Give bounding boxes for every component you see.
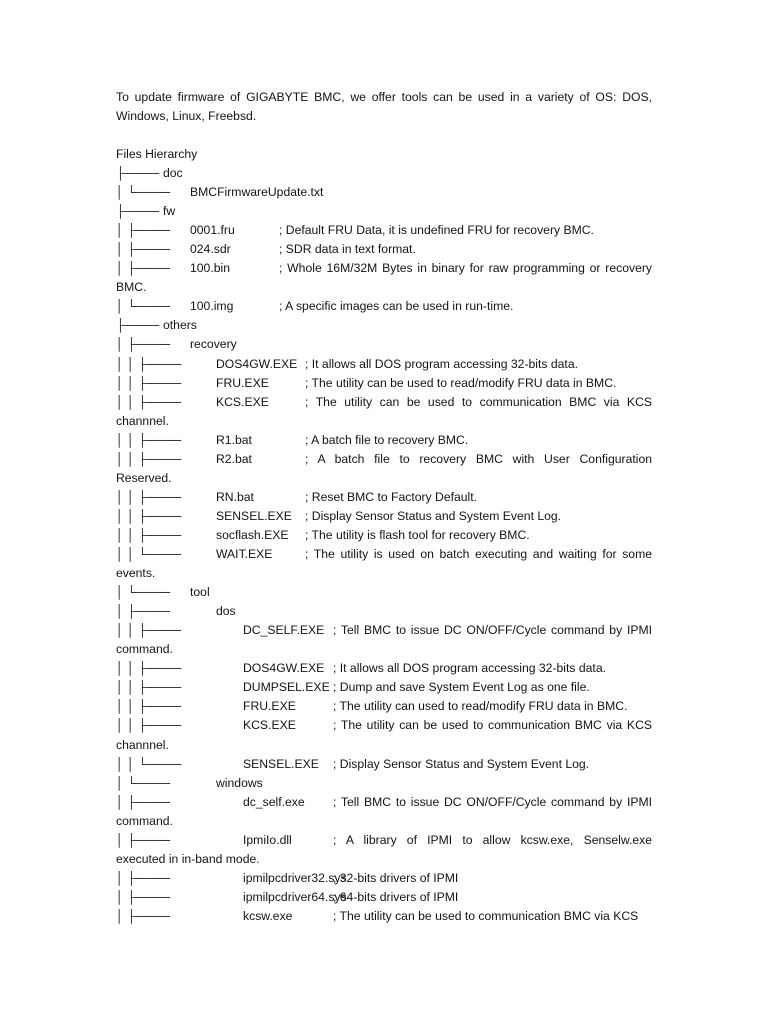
tree-entry-comment: ; It allows all DOS program accessing 32-bits data. [305, 356, 578, 371]
tree-comment-continuation: channnel. [116, 737, 169, 752]
tree-entry-name: dc_self.exe [243, 793, 305, 812]
tree-comment-continuation: command. [116, 813, 173, 828]
tree-entry-name: others [163, 316, 197, 335]
tree-entry-name: KCS.EXE [216, 393, 269, 412]
tree-entry-name: DOS4GW.EXE [216, 355, 297, 374]
tree-entry-comment: ; Default FRU Data, it is undefined FRU for recovery BMC. [279, 223, 594, 238]
tree-branch-glyph: │ │ ├──── [116, 394, 182, 409]
tree-entry-name: WAIT.EXE [216, 545, 272, 564]
tree-branch-glyph: │ ├──── [116, 870, 171, 885]
tree-branch-glyph: │ │ ├──── [116, 375, 182, 390]
tree-entry-name: 0001.fru [190, 221, 235, 240]
files-hierarchy-heading: Files Hierarchy [116, 147, 198, 161]
tree-entry-name: ipmilpcdriver32.sys [243, 869, 347, 888]
tree-entry-name: ipmilpcdriver64.sys [243, 888, 347, 907]
tree-entry-name: R1.bat [216, 431, 252, 450]
tree-entry-name: RN.bat [216, 488, 254, 507]
tree-branch-glyph: │ └──── [116, 185, 171, 200]
tree-entry-name: socflash.EXE [216, 526, 288, 545]
tree-entry-name: dos [216, 602, 236, 621]
tree-branch-glyph: │ │ ├──── [116, 661, 182, 676]
tree-entry-comment: ; A library of IPMI to allow kcsw.exe, Senselw.exe [333, 832, 652, 847]
tree-entry-name: fw [163, 202, 175, 221]
tree-comment-continuation: command. [116, 642, 173, 657]
tree-entry-name: 024.sdr [190, 240, 231, 259]
tree-entry-name: windows [216, 774, 263, 793]
tree-branch-glyph: │ ├──── [116, 223, 171, 238]
tree-entry-comment: ; Dump and save System Event Log as one file. [333, 680, 590, 695]
tree-branch-glyph: │ │ └──── [116, 547, 182, 561]
tree-comment-continuation: executed in in-band mode. [116, 851, 260, 866]
tree-branch-glyph: │ │ ├──── [116, 432, 182, 447]
tree-comment-continuation: Reserved. [116, 470, 172, 485]
tree-branch-glyph: ├──── [116, 204, 160, 219]
tree-comment-continuation: events. [116, 566, 156, 581]
tree-comment-continuation: BMC. [116, 280, 147, 295]
tree-branch-glyph: │ │ ├──── [116, 680, 182, 695]
tree-branch-glyph: │ ├──── [116, 337, 171, 352]
tree-entry-comment: ; Reset BMC to Factory Default. [305, 489, 478, 504]
tree-entry-comment: ; Whole 16M/32M Bytes in binary for raw programming or recovery [279, 261, 652, 276]
tree-entry-comment: ; 64-bits drivers of IPMI [333, 889, 459, 904]
tree-entry-comment: ; Display Sensor Status and System Event Log. [305, 508, 562, 523]
tree-branch-glyph: │ └──── [116, 585, 171, 600]
tree-entry-name: kcsw.exe [243, 907, 292, 926]
tree-entry-comment: ; The utility is flash tool for recovery BMC. [305, 527, 530, 542]
tree-branch-glyph: │ │ ├──── [116, 699, 182, 714]
tree-branch-glyph: │ │ ├──── [116, 623, 182, 638]
tree-branch-glyph: │ │ ├──── [116, 356, 182, 371]
tree-branch-glyph: │ ├──── [116, 908, 171, 923]
tree-branch-glyph: │ ├──── [116, 261, 171, 276]
tree-entry-comment: ; The utility can be used to read/modify FRU data in BMC. [305, 375, 617, 390]
tree-branch-glyph: │ │ ├──── [116, 718, 182, 733]
tree-branch-glyph: │ ├──── [116, 889, 171, 904]
tree-branch-glyph: │ ├──── [116, 832, 171, 847]
tree-entry-comment: ; The utility is used on batch executing and waiting for some [305, 547, 652, 561]
tree-entry-comment: ; The utility can be used to communication BMC via KCS [305, 394, 652, 409]
tree-entry-comment: ; It allows all DOS program accessing 32-bits data. [333, 661, 606, 676]
tree-branch-glyph: │ └──── [116, 299, 171, 314]
tree-branch-glyph: │ │ ├──── [116, 508, 182, 523]
tree-entry-comment: ; A specific images can be used in run-time. [279, 299, 514, 314]
intro-paragraph: To update firmware of GIGABYTE BMC, we offer tools can be used in a variety of OS: DOS, Windows, Linux, Freebsd. [116, 90, 652, 123]
tree-entry-comment: ; The utility can used to read/modify FRU data in BMC. [333, 699, 628, 714]
tree-entry-name: IpmiIo.dll [243, 831, 292, 850]
tree-entry-comment: ; The utility can be used to communication BMC via KCS [333, 718, 652, 733]
tree-entry-comment: ; Display Sensor Status and System Event Log. [333, 756, 590, 771]
tree-entry-name: KCS.EXE [243, 716, 296, 735]
tree-branch-glyph: │ │ ├──── [116, 489, 182, 504]
tree-entry-name: R2.bat [216, 450, 252, 469]
tree-entry-name: DOS4GW.EXE [243, 659, 324, 678]
tree-entry-comment: ; Tell BMC to issue DC ON/OFF/Cycle command by IPMI [333, 794, 652, 809]
tree-entry-name: DC_SELF.EXE [243, 621, 324, 640]
tree-entry-comment: ; SDR data in text format. [279, 242, 416, 257]
tree-entry-name: FRU.EXE [216, 374, 269, 393]
tree-entry-name: DUMPSEL.EXE [243, 678, 330, 697]
tree-entry-name: BMCFirmwareUpdate.txt [190, 183, 323, 202]
tree-branch-glyph: │ ├──── [116, 242, 171, 257]
tree-branch-glyph: │ ├──── [116, 794, 171, 809]
tree-entry-name: 100.img [190, 297, 233, 316]
tree-branch-glyph: │ │ ├──── [116, 527, 182, 542]
tree-entry-name: SENSEL.EXE [216, 507, 292, 526]
tree-entry-comment: ; The utility can be used to communication BMC via KCS [333, 908, 639, 923]
tree-entry-name: doc [163, 164, 183, 183]
tree-entry-name: tool [190, 583, 210, 602]
tree-branch-glyph: │ │ ├──── [116, 451, 182, 466]
tree-entry-name: SENSEL.EXE [243, 755, 319, 774]
tree-branch-glyph: │ │ └──── [116, 756, 182, 771]
tree-comment-continuation: channnel. [116, 413, 169, 428]
tree-entry-name: 100.bin [190, 259, 230, 278]
tree-branch-glyph: ├──── [116, 166, 160, 180]
tree-entry-comment: ; A batch file to recovery BMC with User Configuration [305, 451, 652, 466]
tree-entry-name: recovery [190, 335, 237, 354]
tree-branch-glyph: ├──── [116, 318, 160, 333]
tree-branch-glyph: │ └──── [116, 775, 171, 790]
tree-entry-comment: ; Tell BMC to issue DC ON/OFF/Cycle command by IPMI [333, 623, 652, 638]
tree-entry-comment: ; A batch file to recovery BMC. [305, 432, 469, 447]
tree-branch-glyph: │ ├──── [116, 604, 171, 619]
tree-entry-comment: ; 32-bits drivers of IPMI [333, 870, 459, 885]
tree-entry-name: FRU.EXE [243, 697, 296, 716]
